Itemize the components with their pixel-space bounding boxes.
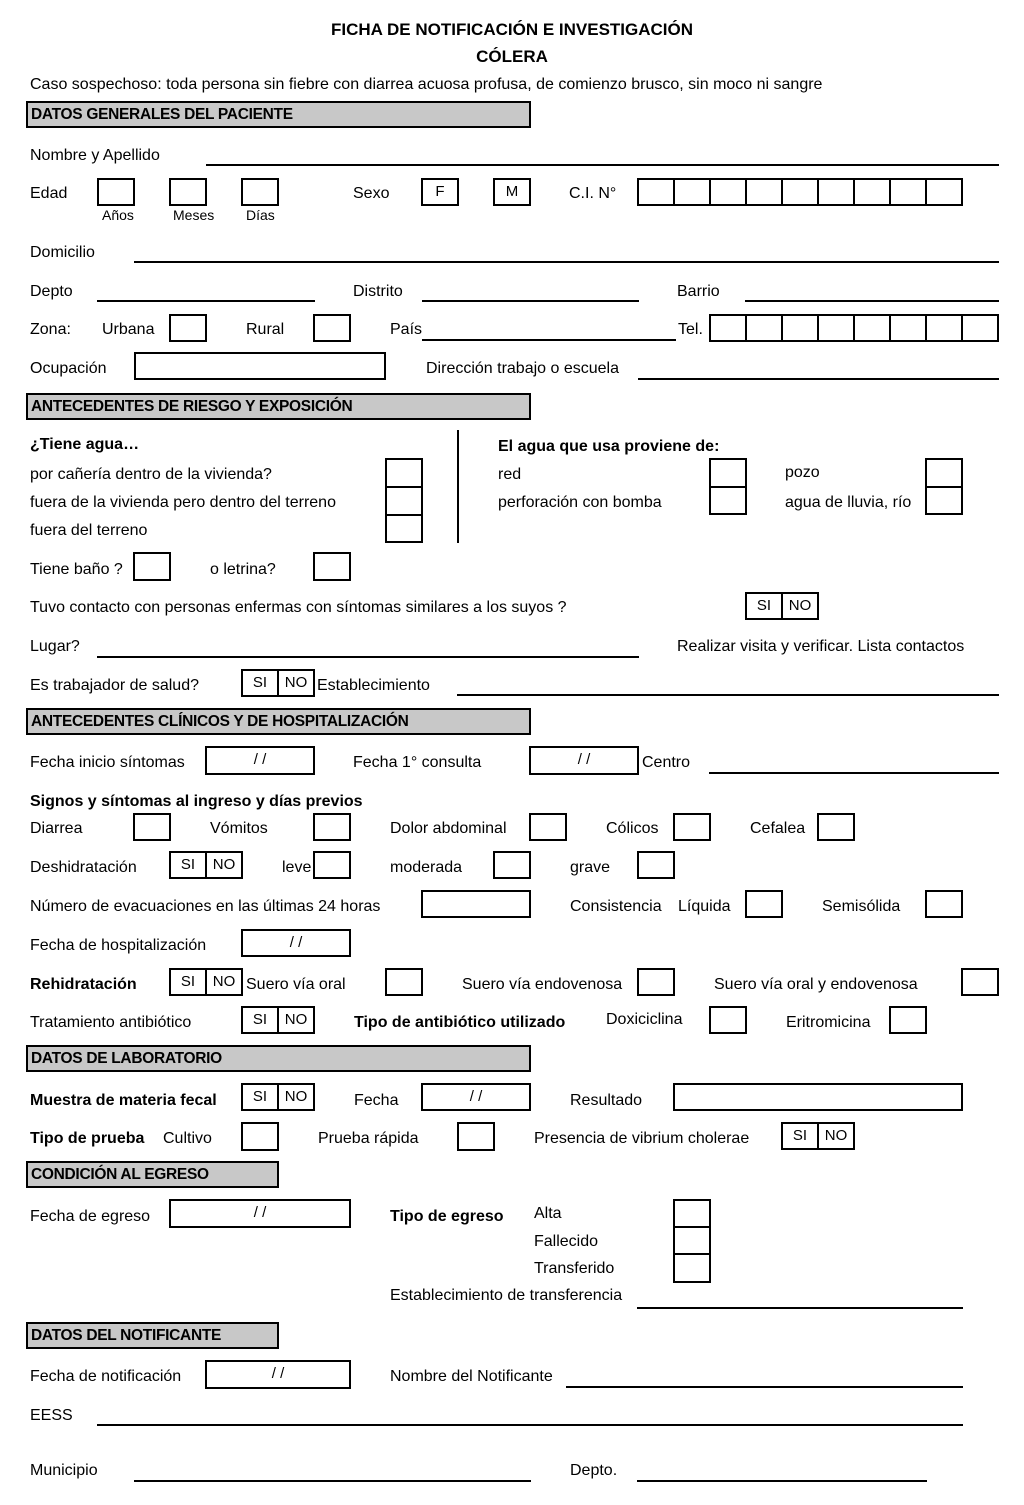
label-dolor: Dolor abdominal (390, 820, 507, 837)
label-red: red (498, 466, 522, 483)
label-perforacion: perforación con bomba (498, 494, 662, 511)
checkbox-sexo-m[interactable]: M (493, 178, 531, 206)
label-lluvia: agua de lluvia, río (785, 494, 912, 511)
checkbox-grave[interactable] (637, 851, 675, 879)
label-tratamiento: Tratamiento antibiótico (30, 1014, 192, 1031)
checkbox-leve[interactable] (313, 851, 351, 879)
checkbox-sexo-f[interactable]: F (421, 178, 459, 206)
checkbox-caneria[interactable] (385, 458, 423, 488)
checkbox-bano[interactable] (133, 552, 171, 581)
checkbox-cefalea[interactable] (817, 813, 855, 841)
checkbox-colicos[interactable] (673, 813, 711, 841)
label-ocupacion: Ocupación (30, 360, 107, 377)
label-resultado: Resultado (570, 1092, 643, 1109)
field-establecimiento-transf[interactable] (637, 1307, 963, 1309)
ci-divider (925, 178, 927, 206)
checkbox-deshidratacion-no[interactable]: NO (205, 851, 243, 879)
label-letrina: o letrina? (210, 561, 276, 578)
form-subtitle: CÓLERA (476, 47, 548, 66)
field-distrito[interactable] (422, 300, 639, 302)
tel-divider (745, 314, 747, 342)
checkbox-cultivo[interactable] (241, 1122, 279, 1151)
label-barrio: Barrio (677, 283, 720, 300)
label-fuera-terreno: fuera del terreno (30, 522, 148, 539)
ci-divider (853, 178, 855, 206)
label-cefalea: Cefalea (750, 820, 806, 837)
checkbox-deshidratacion-si[interactable]: SI (169, 851, 207, 879)
checkbox-rapida[interactable] (457, 1122, 495, 1151)
label-depto-notif: Depto. (570, 1462, 618, 1479)
checkbox-suero-oral[interactable] (385, 968, 423, 996)
tel-divider (925, 314, 927, 342)
label-transferido: Transferido (534, 1260, 615, 1277)
label-liquida: Líquida (678, 898, 731, 915)
label-proviene: El agua que usa proviene de: (498, 438, 720, 455)
field-fecha-consulta[interactable]: / / (529, 746, 639, 775)
checkbox-vomitos[interactable] (313, 813, 351, 841)
checkbox-fuera-vivienda[interactable] (385, 486, 423, 516)
field-fecha-inicio[interactable]: / / (205, 746, 315, 775)
label-diarrea: Diarrea (30, 820, 83, 837)
checkbox-rehidratacion-no[interactable]: NO (205, 968, 243, 996)
field-barrio[interactable] (745, 300, 999, 302)
label-nombre: Nombre y Apellido (30, 147, 160, 164)
checkbox-semisolida[interactable] (925, 890, 963, 918)
tel-divider (961, 314, 963, 342)
label-trabajador: Es trabajador de salud? (30, 677, 199, 694)
label-suero-ambos: Suero vía oral y endovenosa (714, 976, 918, 993)
label-caneria: por cañería dentro de la vivienda? (30, 466, 272, 483)
label-nombre-notif: Nombre del Notificante (390, 1368, 553, 1385)
label-fecha-muestra: Fecha (354, 1092, 399, 1109)
checkbox-doxiciclina[interactable] (709, 1006, 747, 1034)
label-contacto: Tuvo contacto con personas enfermas con síntomas similares a los suyos ? (30, 599, 567, 616)
checkbox-tratamiento-si[interactable]: SI (241, 1006, 279, 1034)
label-eritromicina: Eritromicina (786, 1014, 871, 1031)
field-depto[interactable] (97, 300, 315, 302)
label-alta: Alta (534, 1205, 562, 1222)
label-tipo-prueba: Tipo de prueba (30, 1130, 145, 1147)
label-sexo: Sexo (353, 185, 390, 202)
field-depto-notif[interactable] (637, 1480, 927, 1482)
checkbox-letrina[interactable] (313, 552, 351, 581)
label-rural: Rural (246, 321, 285, 338)
section-header-egreso: CONDICIÓN AL EGRESO (26, 1161, 279, 1188)
checkbox-red[interactable] (709, 458, 747, 488)
label-fallecido: Fallecido (534, 1233, 599, 1250)
label-tel: Tel. (678, 321, 703, 338)
checkbox-moderada[interactable] (493, 851, 531, 879)
label-centro: Centro (642, 754, 691, 771)
label-semisolida: Semisólida (822, 898, 901, 915)
label-zona: Zona: (30, 321, 71, 338)
ci-divider (817, 178, 819, 206)
label-urbana: Urbana (102, 321, 155, 338)
label-lugar: Lugar? (30, 638, 80, 655)
label-doxiciclina: Doxiciclina (606, 1011, 683, 1028)
checkbox-vibrium-no[interactable]: NO (817, 1122, 855, 1150)
label-suero-endo: Suero vía endovenosa (462, 976, 623, 993)
label-grave: grave (570, 859, 611, 876)
label-municipio: Municipio (30, 1462, 98, 1479)
field-nombre-notif[interactable] (566, 1386, 963, 1388)
checkbox-suero-ambos[interactable] (961, 968, 999, 996)
field-ci[interactable] (637, 178, 963, 206)
ci-divider (709, 178, 711, 206)
label-dias: Días (246, 207, 275, 223)
section-header-notificante: DATOS DEL NOTIFICANTE (26, 1322, 279, 1349)
label-signos: Signos y síntomas al ingreso y días previos (30, 793, 363, 810)
field-lugar[interactable] (97, 656, 639, 658)
checkbox-eritromicina[interactable] (889, 1006, 927, 1034)
label-fuera-vivienda: fuera de la vivienda pero dentro del terreno (30, 494, 336, 511)
label-fecha-egreso: Fecha de egreso (30, 1208, 151, 1225)
label-rehidratacion: Rehidratación (30, 976, 137, 993)
label-tipo-egreso: Tipo de egreso (390, 1208, 504, 1225)
field-fecha-hosp[interactable]: / / (241, 929, 351, 957)
tel-divider (853, 314, 855, 342)
checkbox-diarrea[interactable] (133, 813, 171, 841)
ci-divider (745, 178, 747, 206)
label-suero-oral: Suero vía oral (246, 976, 346, 993)
checkbox-tratamiento-no[interactable]: NO (277, 1006, 315, 1034)
label-eess: EESS (30, 1407, 73, 1424)
label-vomitos: Vómitos (210, 820, 268, 837)
label-direccion: Dirección trabajo o escuela (426, 360, 619, 377)
label-moderada: moderada (390, 859, 463, 876)
label-depto: Depto (30, 283, 73, 300)
checkbox-alta[interactable] (673, 1199, 711, 1228)
field-fecha-egreso[interactable]: / / (169, 1199, 351, 1228)
label-evacuaciones: Número de evacuaciones en las últimas 24 horas (30, 898, 381, 915)
label-vibrium: Presencia de vibrium cholerae (534, 1130, 750, 1147)
checkbox-dolor[interactable] (529, 813, 567, 841)
label-colicos: Cólicos (606, 820, 659, 837)
checkbox-transferido[interactable] (673, 1253, 711, 1283)
label-anios: Años (102, 207, 134, 223)
tel-divider (889, 314, 891, 342)
checkbox-edad-anios[interactable] (97, 178, 135, 206)
checkbox-contacto-si[interactable]: SI (745, 592, 783, 620)
field-fecha-notif[interactable]: / / (205, 1360, 351, 1389)
label-establecimiento-transf: Establecimiento de transferencia (390, 1287, 623, 1304)
field-centro[interactable] (709, 772, 999, 774)
ci-divider (673, 178, 675, 206)
ci-divider (781, 178, 783, 206)
tel-divider (781, 314, 783, 342)
section-header-clinicos: ANTECEDENTES CLÍNICOS Y DE HOSPITALIZACIÓN (26, 708, 531, 735)
label-ci: C.I. N° (569, 185, 617, 202)
field-direccion[interactable] (638, 378, 999, 380)
checkbox-muestra-no[interactable]: NO (277, 1083, 315, 1111)
field-resultado[interactable] (673, 1083, 963, 1111)
field-evacuaciones[interactable] (421, 890, 531, 918)
section-header-laboratorio: DATOS DE LABORATORIO (26, 1045, 531, 1072)
section-header-riesgo: ANTECEDENTES DE RIESGO Y EXPOSICIÓN (26, 393, 531, 420)
label-tiene-agua: ¿Tiene agua… (30, 436, 140, 453)
section-header-datos-generales: DATOS GENERALES DEL PACIENTE (26, 101, 531, 128)
checkbox-urbana[interactable] (169, 314, 207, 342)
checkbox-vibrium-si[interactable]: SI (781, 1122, 819, 1150)
checkbox-liquida[interactable] (745, 890, 783, 918)
ci-divider (889, 178, 891, 206)
field-pais[interactable] (422, 339, 676, 341)
column-divider (457, 430, 459, 543)
field-nombre[interactable] (206, 164, 999, 166)
label-fecha-notif: Fecha de notificación (30, 1368, 182, 1385)
checkbox-suero-endo[interactable] (637, 968, 675, 996)
label-muestra: Muestra de materia fecal (30, 1092, 217, 1109)
label-distrito: Distrito (353, 283, 403, 300)
label-establecimiento: Establecimiento (317, 677, 430, 694)
label-consistencia: Consistencia (570, 898, 662, 915)
field-eess[interactable] (97, 1424, 963, 1426)
checkbox-perforacion[interactable] (709, 486, 747, 515)
field-ocupacion[interactable] (134, 352, 386, 380)
checkbox-fallecido[interactable] (673, 1226, 711, 1255)
label-edad: Edad (30, 185, 68, 202)
label-deshidratacion: Deshidratación (30, 859, 137, 876)
label-visita: Realizar visita y verificar. Lista contactos (677, 638, 965, 655)
label-bano: Tiene baño ? (30, 561, 123, 578)
checkbox-trabajador-si[interactable]: SI (241, 669, 279, 697)
label-fecha-hosp: Fecha de hospitalización (30, 937, 207, 954)
checkbox-edad-meses[interactable] (169, 178, 207, 206)
label-tipo-antibiotico: Tipo de antibiótico utilizado (354, 1014, 566, 1031)
checkbox-rehidratacion-si[interactable]: SI (169, 968, 207, 996)
label-fecha-consulta: Fecha 1° consulta (353, 754, 482, 771)
label-pozo: pozo (785, 464, 820, 481)
field-establecimiento[interactable] (457, 694, 999, 696)
field-domicilio[interactable] (134, 261, 999, 263)
label-rapida: Prueba rápida (318, 1130, 419, 1147)
label-leve: leve (282, 859, 312, 876)
checkbox-rural[interactable] (313, 314, 351, 342)
field-municipio[interactable] (134, 1480, 531, 1482)
label-domicilio: Domicilio (30, 244, 95, 261)
form-title: FICHA DE NOTIFICACIÓN E INVESTIGACIÓN (330, 20, 694, 39)
checkbox-fuera-terreno[interactable] (385, 514, 423, 543)
checkbox-muestra-si[interactable]: SI (241, 1083, 279, 1111)
checkbox-edad-dias[interactable] (241, 178, 279, 206)
label-pais: País (390, 321, 423, 338)
case-definition: Caso sospechoso: toda persona sin fiebre con diarrea acuosa profusa, de comienzo brusco, sin moco ni sangre (30, 76, 823, 93)
checkbox-contacto-no[interactable]: NO (781, 592, 819, 620)
label-fecha-inicio: Fecha inicio síntomas (30, 754, 185, 771)
checkbox-pozo[interactable] (925, 458, 963, 488)
checkbox-lluvia[interactable] (925, 486, 963, 515)
field-fecha-muestra[interactable]: / / (421, 1083, 531, 1111)
tel-divider (817, 314, 819, 342)
label-cultivo: Cultivo (163, 1130, 212, 1147)
label-meses: Meses (173, 207, 215, 223)
checkbox-trabajador-no[interactable]: NO (277, 669, 315, 697)
